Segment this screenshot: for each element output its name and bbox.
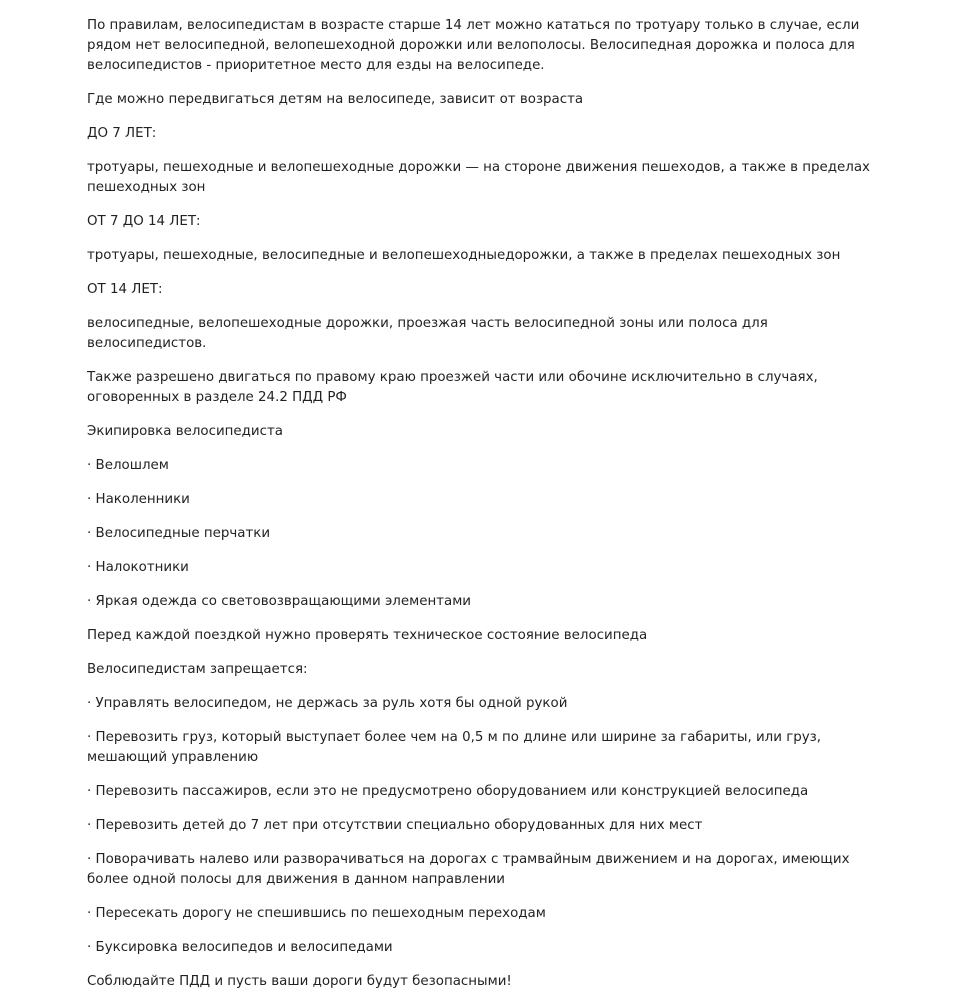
prohibition-list-item: · Управлять велосипедом, не держась за руль хотя бы одной рукой	[87, 696, 568, 711]
age-group-7-14-heading: ОТ 7 ДО 14 ЛЕТ:	[87, 214, 201, 229]
prohibition-list-item: · Буксировка велосипедов и велосипедами	[87, 940, 393, 955]
prohibition-list-item: · Поворачивать налево или разворачиваться на дорогах с трамвайным движением и на дорогах, имеющих более одной полосы для движения в данном направлении	[87, 852, 850, 887]
intro-paragraph: По правилам, велосипедистам в возрасте старше 14 лет можно кататься по тротуару только в случае, если рядом нет велосипедной, велопешеходной дорожки или велополосы. Велосипедная дорожка и полоса для велосипедистов - приоритетное место для езды на велосипеде.	[87, 18, 860, 73]
equipment-heading: Экипировка велосипедиста	[87, 424, 284, 439]
prohibition-list-item: · Перевозить детей до 7 лет при отсутствии специально оборудованных для них мест	[87, 818, 703, 833]
equipment-list-item: · Велошлем	[87, 458, 169, 473]
equipment-list-item: · Налокотники	[87, 560, 189, 575]
age-group-under-7-heading: ДО 7 ЛЕТ:	[87, 126, 157, 141]
prohibition-list-item: · Перевозить груз, который выступает более чем на 0,5 м по длине или ширине за габариты, или груз, мешающий управлению	[87, 730, 822, 765]
article-body	[87, 16, 877, 1006]
age-group-over-14-text: велосипедные, велопешеходные дорожки, проезжая часть велосипедной зоны или полоса для велосипедистов.	[87, 316, 768, 351]
prohibitions-heading: Велосипедистам запрещается:	[87, 662, 308, 677]
equipment-list-item: · Велосипедные перчатки	[87, 526, 271, 541]
closing-paragraph: Соблюдайте ПДД и пусть ваши дороги будут безопасными!	[87, 974, 512, 989]
road-edge-paragraph: Также разрешено двигаться по правому краю проезжей части или обочине исключительно в случаях, оговоренных в разделе 24.2 ПДД РФ	[87, 370, 818, 405]
equipment-list-item: · Яркая одежда со световозвращающими элементами	[87, 594, 472, 609]
age-group-7-14-text: тротуары, пешеходные, велосипедные и велопешеходныедорожки, а также в пределах пешеходных зон	[87, 248, 841, 263]
tech-check-paragraph: Перед каждой поездкой нужно проверять техническое состояние велосипеда	[87, 628, 648, 643]
equipment-list-item: · Наколенники	[87, 492, 190, 507]
prohibition-list-item: · Пересекать дорогу не спешившись по пешеходным переходам	[87, 906, 546, 921]
age-group-over-14-heading: ОТ 14 ЛЕТ:	[87, 282, 163, 297]
age-rules-heading: Где можно передвигаться детям на велосипеде, зависит от возраста	[87, 92, 584, 107]
prohibition-list-item: · Перевозить пассажиров, если это не предусмотрено оборудованием или конструкцией велосипеда	[87, 784, 809, 799]
age-group-under-7-text: тротуары, пешеходные и велопешеходные дорожки — на стороне движения пешеходов, а также в пределах пешеходных зон	[87, 160, 870, 195]
